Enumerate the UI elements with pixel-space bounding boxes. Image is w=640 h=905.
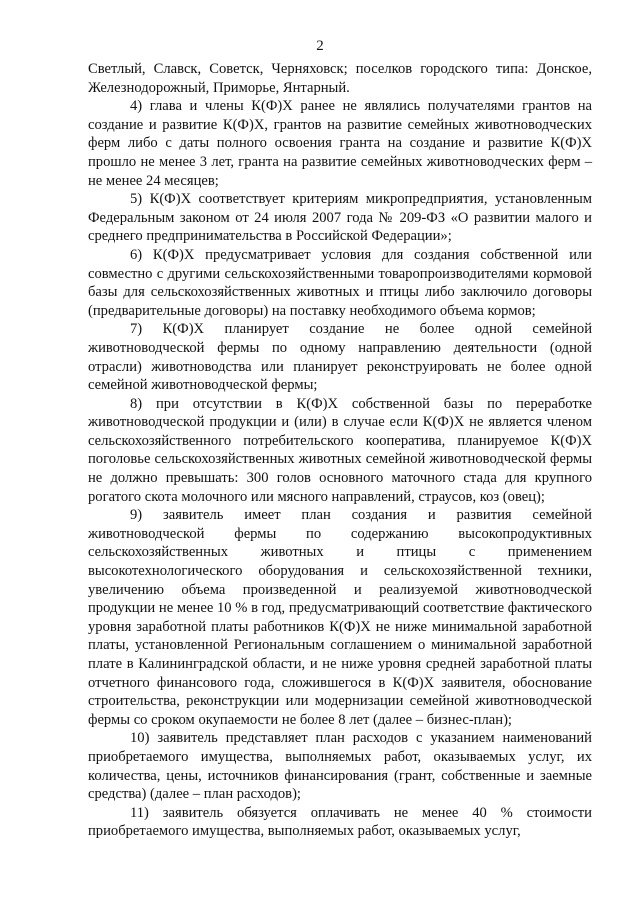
paragraph-item-11: 11) заявитель обязуется оплачивать не менее 40 % стоимости приобретаемого имущества, выполняемых работ, оказываемых услуг,	[88, 804, 592, 840]
paragraph-item-4: 4) глава и члены К(Ф)Х ранее не являлись получателями грантов на создание и развитие К(Ф)Х, грантов на развитие семейных животноводческих ферм либо с даты полного освоения гранта на создание и развитие К(Ф)Х прошло не менее 3 лет, гранта на развитие семейных животноводческих ферм – не менее 24 месяцев;	[88, 98, 592, 189]
paragraph-item-6: 6) К(Ф)Х предусматривает условия для создания собственной или совместно с другими сельскохозяйственными товаропроизводителями кормовой базы для сельскохозяйственных животных и птицы либо заключило договоры (предварительные договоры) на поставку необходимого объема кормов;	[88, 246, 592, 319]
paragraph-item-8: 8) при отсутствии в К(Ф)Х собственной базы по переработке животноводческой продукции и (или) в случае если К(Ф)Х не является членом сельскохозяйственного потребительского кооператива, планируемое К(Ф)Х поголовье сельскохозяйственных животных семейной животноводческой фермы не должно превышать: 300 голов основного маточного стада для крупного рогатого скота молочного или мясного направлений, страусов, коз (овец);	[88, 395, 592, 505]
document-body	[88, 60, 592, 841]
paragraph-item-9: 9) заявитель имеет план создания и развития семейной животноводческой фермы по содержанию высокопродуктивных сельскохозяйственных животных и птицы с применением высокотехнологического оборудования и сельскохозяйственной техники, увеличению объема произведенной и реализуемой животноводческой продукции не менее 10 % в год, предусматривающий соответствие фактического уровня заработной платы работников К(Ф)Х не ниже минимальной заработной платы, установленной Региональным соглашением о минимальной заработной плате в Калининградской области, и не ниже уровня средней заработной платы отчетного финансового года, сложившегося в К(Ф)Х заявителя, обоснование строительства, реконструкции или модернизации семейной животноводческой фермы со сроком окупаемости не более 8 лет (далее – бизнес-план);	[88, 507, 592, 728]
paragraph-continuation: Светлый, Славск, Советск, Черняховск; поселков городского типа: Донское, Железнодорожный, Приморье, Янтарный.	[88, 61, 592, 96]
page-number: 2	[316, 38, 324, 54]
paragraph-item-5: 5) К(Ф)Х соответствует критериям микропредприятия, установленным Федеральным законом от 24 июля 2007 года № 209-ФЗ «О развитии малого и среднего предпринимательства в Российской Федерации»;	[88, 191, 592, 245]
paragraph-item-7: 7) К(Ф)Х планирует создание не более одной семейной животноводческой фермы по одному направлению деятельности (одной отрасли) животноводства или планирует реконструировать не более одной семейной животноводческой фермы;	[88, 321, 592, 394]
paragraph-item-10: 10) заявитель представляет план расходов с указанием наименований приобретаемого имущества, выполняемых работ, оказываемых услуг, их количества, цены, источников финансирования (грант, собственные и заемные средства) (далее – план расходов);	[88, 730, 592, 803]
